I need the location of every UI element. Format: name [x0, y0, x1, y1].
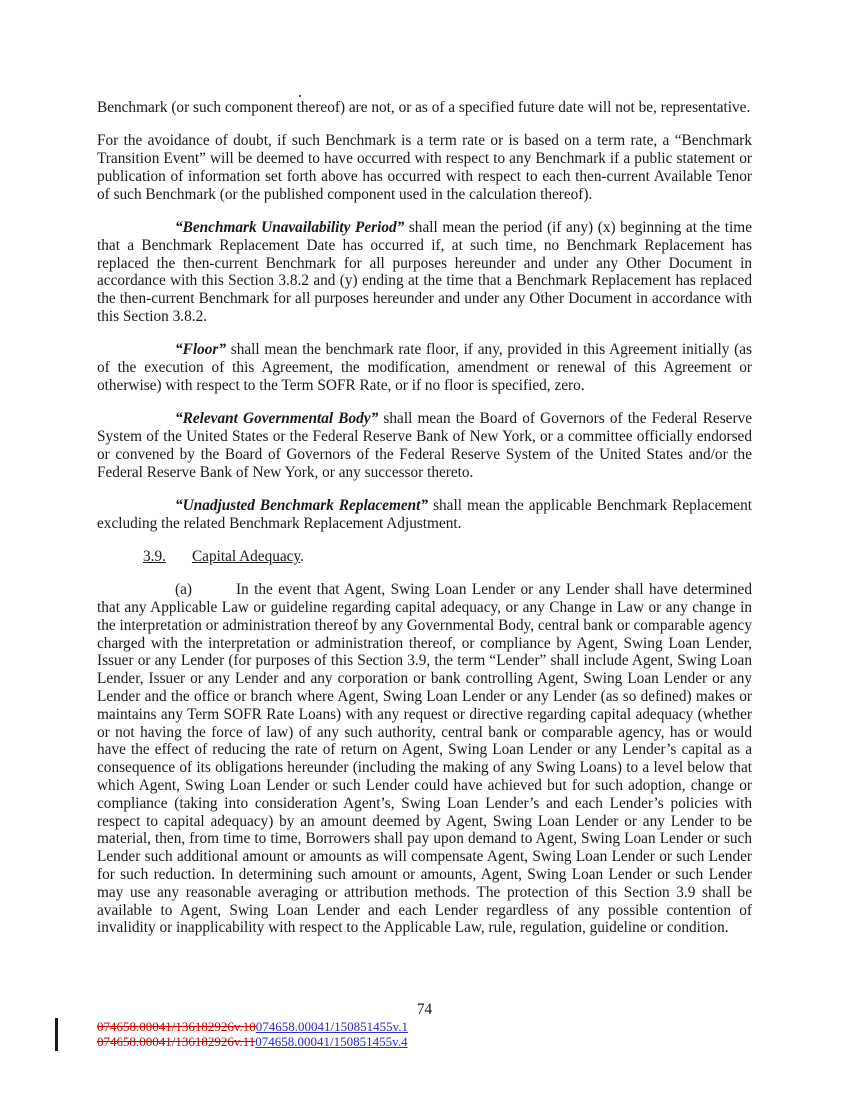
section-number: 3.9.	[143, 547, 166, 565]
definition-term: “Floor”	[175, 341, 226, 359]
footer-document-ids	[97, 1019, 408, 1049]
definition-body: shall mean the applicable Benchmark Replacement excluding the related Benchmark Replacement Adjustment.	[97, 496, 752, 532]
subsection-label: (a)	[175, 581, 192, 599]
definition-body: shall mean the benchmark rate floor, if any, provided in this Agreement initially (as of the execution of this Agreement, the modification, amendment or renewal of this Agreement or otherwise) with respect to the Term SOFR Rate, or if no floor is specified, zero.	[97, 341, 752, 394]
definition-relevant-governmental-body	[97, 410, 752, 481]
subsection-body: In the event that Agent, Swing Loan Lender or any Lender shall have determined that any Applicable Law or guideline regarding capital adequacy, or any Change in Law or any change in the interpretation or administration thereof by any Governmental Body, central bank or comparable agency charged with the interpretation or administration thereof, or compliance by Agent, Swing Loan Lender, Issuer or any Lender (for purposes of this Section 3.9, the term “Lender” shall include Agent, Swing Loan Lender, Issuer or any Lender and any corporation or bank controlling Agent, Swing Loan Lender or any Lender and the office or branch where Agent, Swing Loan Lender or any Lender (as so defined) makes or maintains any Term SOFR Rate Loans) with any request or directive regarding capital adequacy (whether or not having the force of law) of any such authority, central bank or comparable agency, has or would have the effect of reducing the rate of return on Agent, Swing Loan Lender or any Lender’s capital as a consequence of its obligations hereunder (including the making of any Swing Loans) to a level below that which Agent, Swing Loan Lender or such Lender could have achieved but for such adoption, change or compliance (taking into consideration Agent’s, Swing Loan Lender’s and each Lender’s policies with respect to capital adequacy) by an amount deemed by Agent, Swing Loan Lender or any Lender to be material, then, from time to time, Borrowers shall pay upon demand to Agent, Swing Loan Lender or such Lender such additional amount or amounts as will compensate Agent, Swing Loan Lender or such Lender for such reduction. In determining such amount or amounts, Agent, Swing Loan Lender or such Lender may use any reasonable averaging or attribution methods. The protection of this Section 3.9 shall be available to Agent, Swing Loan Lender and each Lender regardless of any possible contention of invalidity or inapplicability with respect to the Applicable Law, rule, regulation, guideline or condition.	[97, 581, 752, 937]
paragraph-benchmark-representative: Benchmark (or such component thereof) are not, or as of a specified future date will not be, representative.	[97, 99, 751, 116]
footer-revision-line	[97, 1034, 408, 1049]
revision-change-bar	[55, 1018, 58, 1051]
definition-benchmark-unavailability-period	[97, 219, 752, 326]
section-title-period: .	[300, 547, 304, 565]
section-title: Capital Adequacy	[191, 547, 301, 565]
definition-term: “Unadjusted Benchmark Replacement”	[175, 496, 429, 514]
document-body	[97, 99, 752, 953]
definition-unadjusted-benchmark-replacement	[97, 497, 752, 533]
definition-term: “Benchmark Unavailability Period”	[175, 218, 405, 236]
paragraph-capital-adequacy-a	[97, 581, 752, 937]
definition-body: shall mean the period (if any) (x) beginning at the time that a Benchmark Replacement Date has occurred if, at such time, no Benchmark Replacement has replaced the then-current Benchmark for all purposes hereunder and under any Other Document in accordance with this Section 3.8.2 and (y) ending at the time that a Benchmark Replacement has replaced the then-current Benchmark for all purposes hereunder and under any Other Document in accordance with this Section 3.8.2.	[97, 218, 752, 325]
inserted-doc-id: 074658.00041/150851455v.1	[255, 1019, 409, 1034]
footer-revision-line	[97, 1019, 408, 1034]
deleted-doc-id: 074658.00041/136182926v.11	[97, 1034, 256, 1050]
stray-mark-dot	[299, 95, 301, 97]
definition-floor	[97, 341, 752, 394]
deleted-doc-id: 074658.00041/136182926v.10	[97, 1019, 256, 1034]
section-heading-3-9	[97, 548, 752, 566]
definition-body: shall mean the Board of Governors of the Federal Reserve System of the United States or the Federal Reserve Bank of New York, or a committee officially endorsed or convened by the Board of Governors of the Federal Reserve System of the United States and/or the Federal Reserve Bank of New York, or any successor thereto.	[97, 410, 752, 481]
definition-term: “Relevant Governmental Body”	[175, 410, 379, 428]
paragraph-avoidance-of-doubt: For the avoidance of doubt, if such Benchmark is a term rate or is based on a term rate, a “Benchmark Transition Event” will be deemed to have occurred with respect to any Benchmark if a public statement or publication of information set forth above has occurred with respect to each then-current Available Tenor of such Benchmark (or the published component used in the calculation thereof).	[97, 132, 752, 203]
page-number: 74	[416, 1001, 433, 1018]
inserted-doc-id: 074658.00041/150851455v.4	[255, 1034, 408, 1050]
